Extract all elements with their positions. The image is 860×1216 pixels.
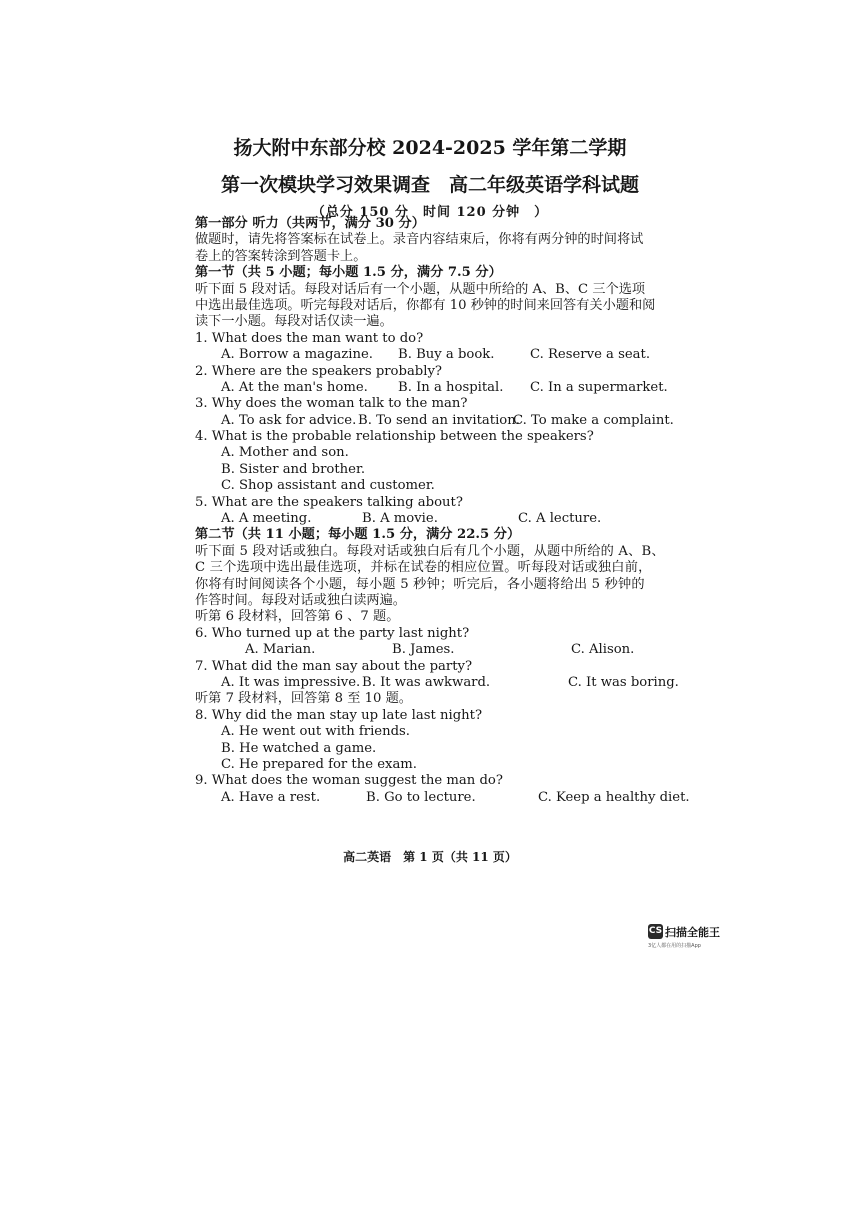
option-c[interactable]: C. Alison. — [571, 642, 635, 658]
option-a[interactable]: A. A meeting. — [221, 511, 312, 527]
option-c[interactable]: C. Reserve a seat. — [530, 347, 651, 363]
section2-heading: 第二节（共 11 小题；每小题 1.5 分，满分 22.5 分） — [195, 527, 521, 543]
question-4: 4. What is the probable relationship between the speakers? — [195, 429, 594, 445]
part1-heading: 第一部分 听力（共两节，满分 30 分） — [195, 216, 425, 231]
option-c[interactable]: C. To make a complaint. — [513, 412, 674, 428]
option-b[interactable]: B. Sister and brother. — [221, 461, 366, 477]
options-row — [195, 511, 675, 527]
option-c[interactable]: C. A lecture. — [518, 511, 602, 527]
section2-instruction: 你将有时间阅读各个小题，每小题 5 秒钟；听完后，各小题将给出 5 秒钟的 — [195, 576, 645, 592]
section2-instruction: 作答时间。每段对话或独白读两遍。 — [195, 592, 406, 608]
option-a[interactable]: A. Mother and son. — [221, 445, 349, 461]
options-row — [195, 674, 679, 691]
option-a[interactable]: A. It was impressive. — [221, 674, 361, 690]
exam-subtitle: （总分 150 分 时间 120 分钟 ） — [311, 205, 549, 220]
section1-instruction: 听下面 5 段对话。每段对话后有一个小题，从题中所给的 A、B、C 三个选项 — [195, 281, 646, 297]
option-b[interactable]: B. A movie. — [362, 511, 438, 527]
option-a[interactable]: A. Borrow a magazine. — [221, 347, 373, 363]
options-row — [195, 413, 675, 429]
options-row — [195, 789, 690, 806]
question-6: 6. Who turned up at the party last night? — [195, 625, 470, 641]
page-footer: 高二英语 第 1 页（共 11 页） — [343, 850, 517, 864]
option-c[interactable]: C. He prepared for the exam. — [221, 756, 418, 772]
watermark-subtext: 3亿人都在用的扫描App — [648, 943, 701, 949]
section2-instruction: 听下面 5 段对话或独白。每段对话或独白后有几个小题，从题中所给的 A、B、 — [195, 543, 665, 559]
options-row — [195, 642, 675, 658]
option-b[interactable]: B. To send an invitation. — [358, 412, 520, 428]
option-a[interactable]: A. Marian. — [245, 642, 316, 658]
material-7-note: 听第 7 段材料，回答第 8 至 10 题。 — [195, 691, 412, 707]
part1-instruction: 做题时，请先将答案标在试卷上。录音内容结束后，你将有两分钟的时间将试 — [195, 232, 644, 248]
question-7: 7. What did the man say about the party? — [195, 658, 473, 674]
exam-body — [195, 216, 690, 806]
watermark-text: 扫描全能王 — [665, 925, 720, 939]
material-6-note: 听第 6 段材料，回答第 6 、7 题。 — [195, 609, 400, 625]
option-a[interactable]: A. At the man's home. — [221, 379, 368, 395]
option-b[interactable]: B. James. — [392, 642, 455, 658]
option-a[interactable]: A. He went out with friends. — [221, 724, 410, 740]
question-2: 2. Where are the speakers probably? — [195, 363, 442, 379]
exam-title-line1: 扬大附中东部分校 2024-2025 学年第二学期 — [233, 137, 627, 159]
option-c[interactable]: C. Shop assistant and customer. — [221, 478, 435, 494]
option-a[interactable]: A. To ask for advice. — [221, 412, 357, 428]
option-c[interactable]: C. In a supermarket. — [530, 379, 668, 395]
section1-instruction: 读下一小题。每段对话仅读一遍。 — [195, 314, 393, 330]
section2-instruction: C 三个选项中选出最佳选项，并标在试卷的相应位置。听每段对话或独白前， — [195, 560, 652, 576]
scanner-watermark — [648, 921, 720, 949]
section1-instruction: 中选出最佳选项。听完每段对话后，你都有 10 秒钟的时间来回答有关小题和阅 — [195, 297, 656, 313]
option-b[interactable]: B. Buy a book. — [398, 347, 495, 363]
section1-heading: 第一节（共 5 小题；每小题 1.5 分，满分 7.5 分） — [195, 265, 502, 281]
question-5: 5. What are the speakers talking about? — [195, 494, 463, 510]
question-3: 3. Why does the woman talk to the man? — [195, 396, 468, 412]
exam-title-line2: 第一次模块学习效果调查 高二年级英语学科试题 — [220, 174, 639, 196]
option-a[interactable]: A. Have a rest. — [221, 789, 321, 805]
option-b[interactable]: B. Go to lecture. — [366, 789, 476, 805]
option-c[interactable]: C. It was boring. — [568, 674, 679, 690]
part1-instruction: 卷上的答案转涂到答题卡上。 — [195, 248, 367, 264]
question-9: 9. What does the woman suggest the man do? — [195, 773, 503, 789]
camscanner-logo-icon: CS — [648, 924, 663, 939]
question-1: 1. What does the man want to do? — [195, 330, 424, 346]
option-b[interactable]: B. He watched a game. — [221, 740, 377, 756]
options-row — [195, 380, 675, 396]
options-row — [195, 347, 675, 363]
option-c[interactable]: C. Keep a healthy diet. — [538, 789, 690, 805]
option-b[interactable]: B. In a hospital. — [398, 379, 504, 395]
option-b[interactable]: B. It was awkward. — [362, 674, 491, 690]
question-8: 8. Why did the man stay up late last night? — [195, 707, 483, 723]
